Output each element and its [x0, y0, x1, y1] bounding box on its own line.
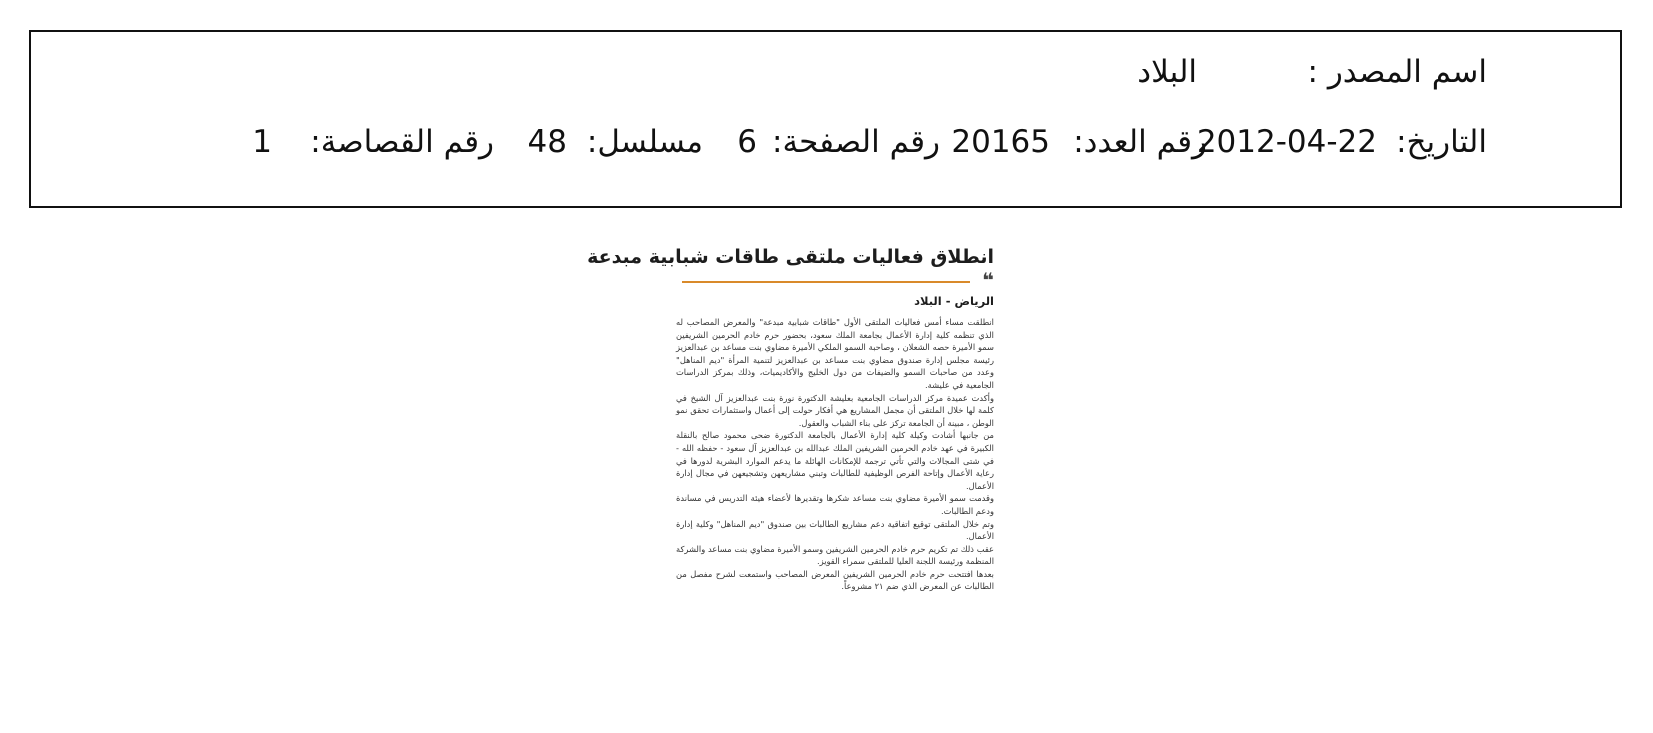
newspaper-clipping — [587, 244, 994, 704]
serial-label: مسلسل: — [586, 124, 703, 160]
issue-value: 20165 — [951, 124, 1050, 160]
article-paragraph: وقدمت سمو الأميرة مضاوي بنت مساعد شكرها وتقديرها لأعضاء هيئة التدريس في مساندة ودعم الطالبات. — [676, 493, 994, 516]
article-paragraph: وتم خلال الملتقى توقيع اتفاقية دعم مشاريع الطالبات بين صندوق "ديم المناهل" وكلية إدارة الأعمال. — [676, 518, 994, 542]
orange-rule — [682, 281, 970, 283]
article-paragraph: انطلقت مساء أمس فعاليات الملتقى الأول "طاقات شبابية مبدعة" والمعرض المصاحب له الذي تنظمه كلية إدارة الأعمال بجامعة الملك سعود، بحضور حرم خادم الحرمين الشريفين سمو الأميرة حصه الشعلان ، وصاحبة السمو الملكي الأميرة مضاوي بنت مساعد بن عبدالعزيز رئيسة مجلس إدارة صندوق مضاوي بنت مساعد بن عبدالعزيز لتنمية المرأة "ديم المناهل" وعدد من صاحبات السمو والضيفات من دول الخليج والأكاديميات، وذلك بمركز الدراسات الجامعية في عليشة. — [676, 317, 994, 390]
page-value: 6 — [737, 124, 757, 160]
page-label: رقم الصفحة: — [772, 124, 940, 160]
article-paragraph: وأكدت عميدة مركز الدراسات الجامعية بعليشة الدكتورة نورة بنت عبدالعزيز آل الشيخ في كلمة لها خلال الملتقى أن مجمل المشاريع هي أفكار حولت إلى أعمال واستثمارات تحقق نمو الوطن ، مبينة أن الجامعة تركز على بناء الشباب والعقول. — [676, 392, 994, 428]
date-label: التاريخ: — [1396, 124, 1487, 160]
article-headline: انطلاق فعاليات ملتقى طاقات شبابية مبدعة — [587, 246, 994, 268]
quote-mark-icon: ❝ — [982, 268, 994, 292]
article-paragraph: بعدها افتتحت حرم خادم الحرمين الشريفين المعرض المصاحب واستمعت لشرح مفصل من الطالبات عن المعرض الذي ضم ٢١ مشروعاً. — [676, 568, 994, 592]
serial-value: 48 — [527, 124, 567, 160]
clip-number-label: رقم القصاصة: — [310, 124, 494, 160]
article-paragraph: من جانبها أشادت وكيلة كلية إدارة الأعمال بالجامعة الدكتورة ضحى محمود صالح بالنقلة الكبيرة في عهد خادم الحرمين الشريفين الملك عبدالله بن عبدالعزيز آل سعود - حفظه الله - في شتى المجالات والتي تأتي ترجمة للإمكانات الهائلة ما يدعم الموارد البشرية لدورها في رعاية الأعمال وإتاحة الفرص الوظيفية للطالبات وتبني مشاريعهن وتشجيعهن في مجال إدارة الأعمال. — [676, 430, 994, 491]
clipping-info-header — [29, 30, 1622, 208]
article-paragraph: عقب ذلك تم تكريم حرم خادم الحرمين الشريفين وسمو الأميرة مضاوي بنت مساعد والشركة المنظمة ورئيسة اللجنة العليا للملتقى سمراء القويز. — [676, 543, 994, 567]
headline-divider — [676, 268, 994, 292]
source-label: اسم المصدر : — [1307, 54, 1487, 90]
date-value: 2012-04-22 — [1196, 124, 1377, 160]
clip-number-value: 1 — [252, 124, 272, 160]
article-body — [676, 316, 994, 593]
issue-label: رقم العدد: — [1073, 124, 1207, 160]
article-dateline: الرياض - البلاد — [914, 294, 994, 308]
source-value: البلاد — [1137, 54, 1197, 90]
